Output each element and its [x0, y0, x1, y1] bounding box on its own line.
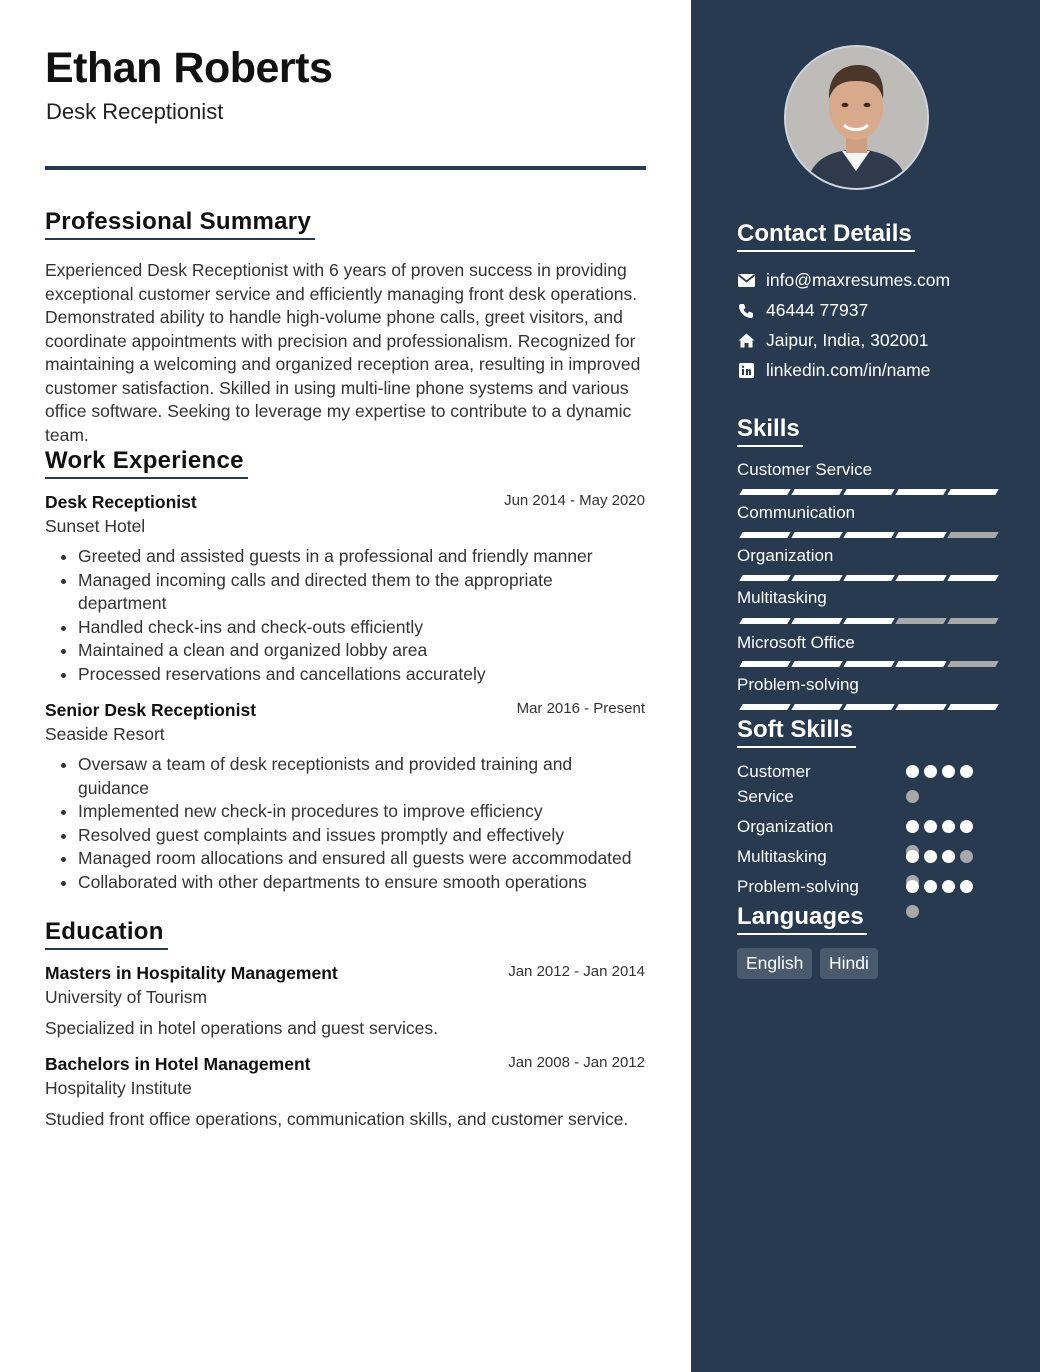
job-dates: Mar 2016 - Present: [516, 700, 645, 717]
skill-rating-segment: [895, 532, 946, 538]
skill-rating-segment: [843, 575, 894, 581]
soft-skill-name: Customer Service: [737, 762, 811, 806]
skill-rating-segment: [843, 704, 894, 710]
contact-phone-text: 46444 77937: [766, 300, 869, 320]
skill-rating-segment: [895, 489, 946, 495]
soft-skill-rating-dot: [924, 850, 937, 863]
skill-rating-bar: [737, 661, 993, 667]
skill-rating-segment: [947, 618, 998, 624]
education-dates: Jan 2008 - Jan 2012: [508, 1054, 645, 1071]
skill-rating-segment: [843, 661, 894, 667]
job-bullet: • Greeted and assisted guests in a professional and friendly manner: [78, 545, 645, 569]
job-employer: Seaside Resort: [45, 724, 165, 744]
language-chip: Hindi: [820, 948, 878, 979]
soft-skill-name: Problem-solving: [737, 877, 859, 896]
soft-skill-name: Organization: [737, 817, 834, 836]
soft-skill-rating-dot: [924, 820, 937, 833]
summary-text: Experienced Desk Receptionist with 6 years of proven success in providing exceptional customer service and efficiently managing front desk operations. Demonstrated ability to handle high-volume phone calls, greet visitors, and coordinate appointments with precision and professionalism. Recognized for maintaining a welcoming and organized reception area, resulting in improved customer satisfaction. Skilled in using multi-line phone systems and various office software. Seeking to leverage my expertise to contribute to a dynamic team.: [45, 260, 641, 445]
profile-photo: [784, 45, 929, 190]
job-bullet: • Implemented new check-in procedures to improve efficiency: [78, 800, 645, 824]
soft-skill-rating-dot: [960, 880, 973, 893]
contact-address-text: Jaipur, India, 302001: [766, 330, 929, 350]
skill-rating-segment: [947, 575, 998, 581]
job-bullets: [45, 753, 645, 894]
skill-rating-segment: [895, 704, 946, 710]
skill-rating-segment: [895, 661, 946, 667]
soft-skill-rating-dot: [906, 790, 919, 803]
job-bullet: • Processed reservations and cancellations accurately: [78, 663, 645, 687]
job-entry: [45, 492, 645, 686]
job-bullet: • Managed room allocations and ensured all guests were accommodated: [78, 847, 645, 871]
linkedin-icon: [737, 362, 755, 380]
skill-rating-segment: [895, 575, 946, 581]
job-dates: Jun 2014 - May 2020: [504, 492, 645, 509]
envelope-icon: [737, 272, 755, 290]
soft-skill-rating-dot: [924, 880, 937, 893]
skill-rating-bar: [737, 575, 993, 581]
contact-phone[interactable]: [737, 300, 868, 321]
skill-name: Multitasking: [737, 588, 827, 607]
soft-skill-rating-dot: [942, 765, 955, 778]
profile-photo-illustration: [786, 47, 927, 188]
soft-skill-rating-dot: [960, 820, 973, 833]
contact-linkedin-text: linkedin.com/in/name: [766, 360, 931, 380]
soft-skill-rating-dot: [906, 850, 919, 863]
contact-email[interactable]: [737, 270, 950, 291]
soft-skill-rating-dot: [942, 820, 955, 833]
contact-email-text: info@maxresumes.com: [766, 270, 951, 290]
job-role: Senior Desk Receptionist: [45, 700, 257, 720]
skill-rating-bar: [737, 489, 993, 495]
degree-name: Bachelors in Hotel Management: [45, 1054, 311, 1074]
job-bullet: • Maintained a clean and organized lobby area: [78, 639, 645, 663]
skills-heading: Skills: [737, 415, 803, 447]
job-bullets: [45, 545, 645, 686]
soft-skill-rating-dot: [960, 850, 973, 863]
soft-skill-rating-dot: [942, 880, 955, 893]
skill-name: Organization: [737, 546, 834, 565]
skill-rating-bar: [737, 704, 993, 710]
degree-name: Masters in Hospitality Management: [45, 963, 338, 983]
skill-rating-segment: [947, 661, 998, 667]
education-heading: Education: [45, 918, 168, 950]
skill-rating-segment: [739, 575, 790, 581]
soft-skills-heading: Soft Skills: [737, 716, 856, 748]
job-bullet: • Managed incoming calls and directed them to the appropriate department: [78, 569, 645, 616]
skill-rating-segment: [843, 532, 894, 538]
skill-rating-segment: [791, 489, 842, 495]
education-description: Studied front office operations, communication skills, and customer service.: [45, 1109, 629, 1129]
skill-rating-segment: [895, 618, 946, 624]
school-name: Hospitality Institute: [45, 1078, 192, 1098]
skill-name: Microsoft Office: [737, 633, 855, 652]
skill-rating-segment: [739, 704, 790, 710]
skill-rating-segment: [791, 661, 842, 667]
education-entry: [45, 1054, 645, 1132]
contact-address: [737, 330, 929, 351]
soft-skill-name: Multitasking: [737, 847, 827, 866]
soft-skill-rating-dot: [924, 765, 937, 778]
skill-rating-segment: [843, 618, 894, 624]
header-divider: [45, 166, 646, 170]
soft-skill-rating-dot: [906, 905, 919, 918]
skill-rating-segment: [739, 618, 790, 624]
job-bullet: • Collaborated with other departments to ensure smooth operations: [78, 871, 645, 895]
skill-rating-segment: [739, 532, 790, 538]
skill-rating-segment: [739, 661, 790, 667]
skill-rating-segment: [947, 704, 998, 710]
soft-skill-rating-dot: [906, 880, 919, 893]
soft-skill-rating-dot: [960, 765, 973, 778]
skill-rating-bar: [737, 532, 993, 538]
skill-name: Customer Service: [737, 460, 873, 479]
work-heading: Work Experience: [45, 447, 248, 479]
job-employer: Sunset Hotel: [45, 516, 146, 536]
soft-skill-rating-dot: [906, 765, 919, 778]
job-role: Desk Receptionist: [45, 492, 197, 512]
job-bullet: • Oversaw a team of desk receptionists and provided training and guidance: [78, 753, 645, 800]
job-bullet: • Handled check-ins and check-outs efficiently: [78, 616, 645, 640]
contact-linkedin[interactable]: [737, 360, 930, 381]
languages-heading: Languages: [737, 903, 867, 935]
school-name: University of Tourism: [45, 987, 208, 1007]
job-entry: [45, 700, 645, 894]
education-entry: [45, 963, 645, 1041]
skill-name: Problem-solving: [737, 675, 859, 694]
candidate-name: Ethan Roberts: [45, 44, 333, 92]
skill-rating-segment: [739, 489, 790, 495]
skill-rating-segment: [791, 575, 842, 581]
home-icon: [737, 332, 755, 350]
skill-rating-segment: [947, 532, 998, 538]
skill-rating-bar: [737, 618, 993, 624]
phone-icon: [737, 302, 755, 320]
education-dates: Jan 2012 - Jan 2014: [508, 963, 645, 980]
skill-rating-segment: [947, 489, 998, 495]
summary-heading: Professional Summary: [45, 208, 315, 240]
soft-skill-rating-dot: [942, 850, 955, 863]
contact-heading: Contact Details: [737, 220, 915, 252]
skill-rating-segment: [791, 704, 842, 710]
skill-rating-segment: [843, 489, 894, 495]
skill-rating-segment: [791, 618, 842, 624]
language-chip: English: [737, 948, 812, 979]
education-description: Specialized in hotel operations and guest services.: [45, 1018, 439, 1038]
skill-name: Communication: [737, 503, 856, 522]
soft-skill-rating-dot: [906, 820, 919, 833]
job-title: Desk Receptionist: [46, 99, 224, 124]
skill-rating-segment: [791, 532, 842, 538]
job-bullet: • Resolved guest complaints and issues promptly and effectively: [78, 824, 645, 848]
